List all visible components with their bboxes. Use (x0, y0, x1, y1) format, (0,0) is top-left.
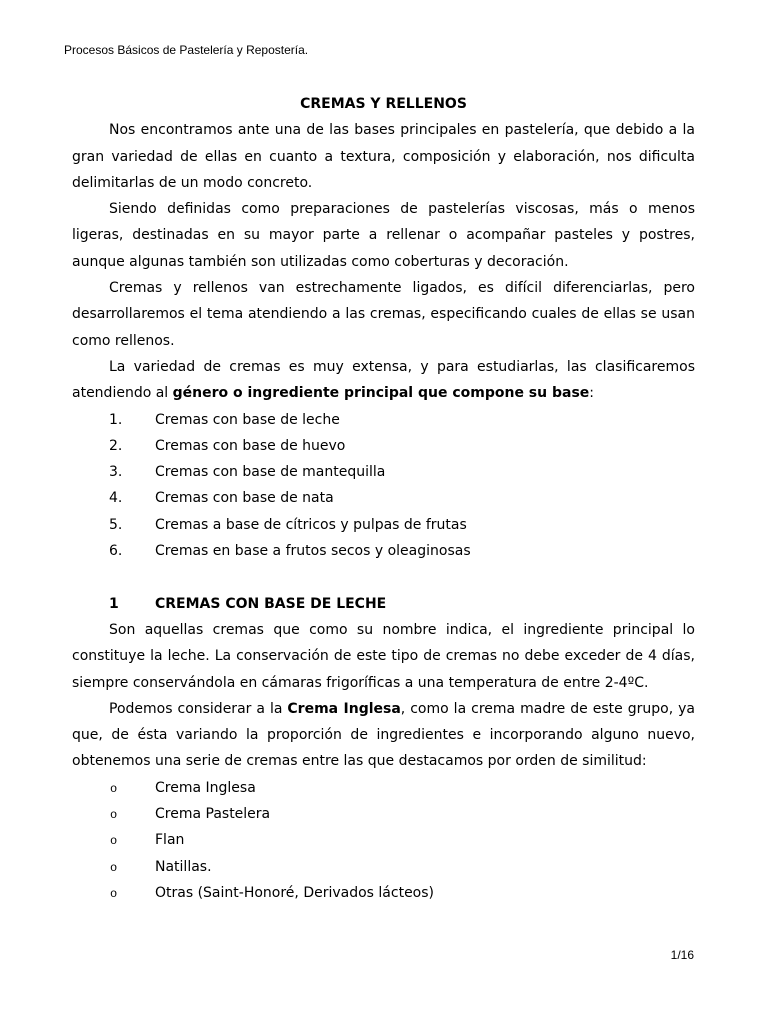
classification-paragraph (72, 354, 695, 407)
list-item-text: Cremas con base de mantequilla (155, 464, 386, 481)
list-number: 2. (109, 437, 123, 454)
running-header: Procesos Básicos de Pastelería y Repostería. (64, 43, 309, 57)
page-number: 1/16 (670, 948, 694, 962)
list-item (72, 407, 695, 433)
classification-colon: : (589, 385, 594, 402)
list-item (72, 801, 695, 827)
crema-inglesa-paragraph (72, 696, 695, 775)
list-item-text: Cremas con base de nata (155, 490, 334, 507)
bullet-marker: o (110, 834, 118, 849)
list-item-text: Crema Inglesa (155, 779, 256, 796)
list-number: 6. (109, 543, 123, 560)
list-item (72, 512, 695, 538)
bullet-marker: o (110, 886, 118, 901)
list-number: 4. (109, 490, 123, 507)
bullet-marker: o (110, 781, 118, 796)
document-title: CREMAS Y RELLENOS (300, 96, 467, 112)
section-title: CREMAS CON BASE DE LECHE (155, 595, 387, 612)
intro-paragraph-3: Cremas y rellenos van estrechamente ligados, es difícil diferenciarlas, pero desarrollaremos el tema atendiendo a las cremas, especificando cuales de ellas se usan como rellenos. (72, 280, 695, 349)
list-item-text: Cremas con base de huevo (155, 437, 346, 454)
intro-paragraph-2: Siendo definidas como preparaciones de pastelerías viscosas, más o menos ligeras, destinadas en su mayor parte a rellenar o acompañar pasteles y postres, aunque algunas también son utilizadas como coberturas y decoración. (72, 201, 695, 270)
crema-inglesa-emphasis: Crema Inglesa (287, 700, 401, 717)
section-number: 1 (109, 595, 119, 612)
list-number: 3. (109, 464, 123, 481)
list-number: 5. (109, 516, 123, 533)
list-item (72, 827, 695, 853)
list-item-text: Otras (Saint-Honoré, Derivados lácteos) (155, 884, 435, 901)
list-item (72, 433, 695, 459)
list-item-text: Cremas con base de leche (155, 411, 340, 428)
list-item (72, 775, 695, 801)
document-body (72, 91, 695, 906)
cream-types-list (72, 407, 695, 565)
list-item-text: Natillas. (155, 858, 212, 875)
list-item-text: Crema Pastelera (155, 806, 271, 823)
bullet-marker: o (110, 808, 118, 823)
list-item (72, 538, 695, 564)
list-item (72, 485, 695, 511)
list-item (72, 880, 695, 906)
crema-inglesa-text-before: Podemos considerar a la (109, 700, 288, 717)
list-item (72, 459, 695, 485)
section-paragraph: Son aquellas cremas que como su nombre indica, el ingrediente principal lo constituye la leche. La conservación de este tipo de cremas no debe exceder de 4 días, siempre conservándola en cámaras frigoríficas a una temperatura de entre 2-4ºC. (72, 621, 695, 691)
list-item-text: Cremas en base a frutos secos y oleaginosas (155, 543, 471, 560)
intro-paragraph-1: Nos encontramos ante una de las bases principales en pastelería, que debido a la gran variedad de ellas en cuanto a textura, composición y elaboración, nos dificulta delimitarlas de un modo concreto. (72, 122, 695, 191)
list-item (72, 854, 695, 880)
classification-text: La variedad de cremas es muy extensa, y para estudiarlas, las clasificaremos atendiendo al (72, 358, 695, 402)
list-item-text: Flan (155, 832, 185, 849)
classification-emphasis: género o ingrediente principal que compone su base (172, 385, 590, 402)
bullet-marker: o (110, 860, 118, 875)
section-heading (72, 591, 695, 617)
list-item-text: Cremas a base de cítricos y pulpas de frutas (155, 516, 467, 533)
list-number: 1. (109, 411, 123, 428)
crema-inglesa-text-after: , como la crema madre de este grupo, ya que, de ésta variando la proporción de ingredientes e incorporando alguno nuevo, obtenemos una serie de cremas entre las que destacamos por orden de similitud: (72, 700, 695, 770)
section-spacer (72, 564, 695, 590)
cream-derivatives-list (72, 775, 695, 906)
